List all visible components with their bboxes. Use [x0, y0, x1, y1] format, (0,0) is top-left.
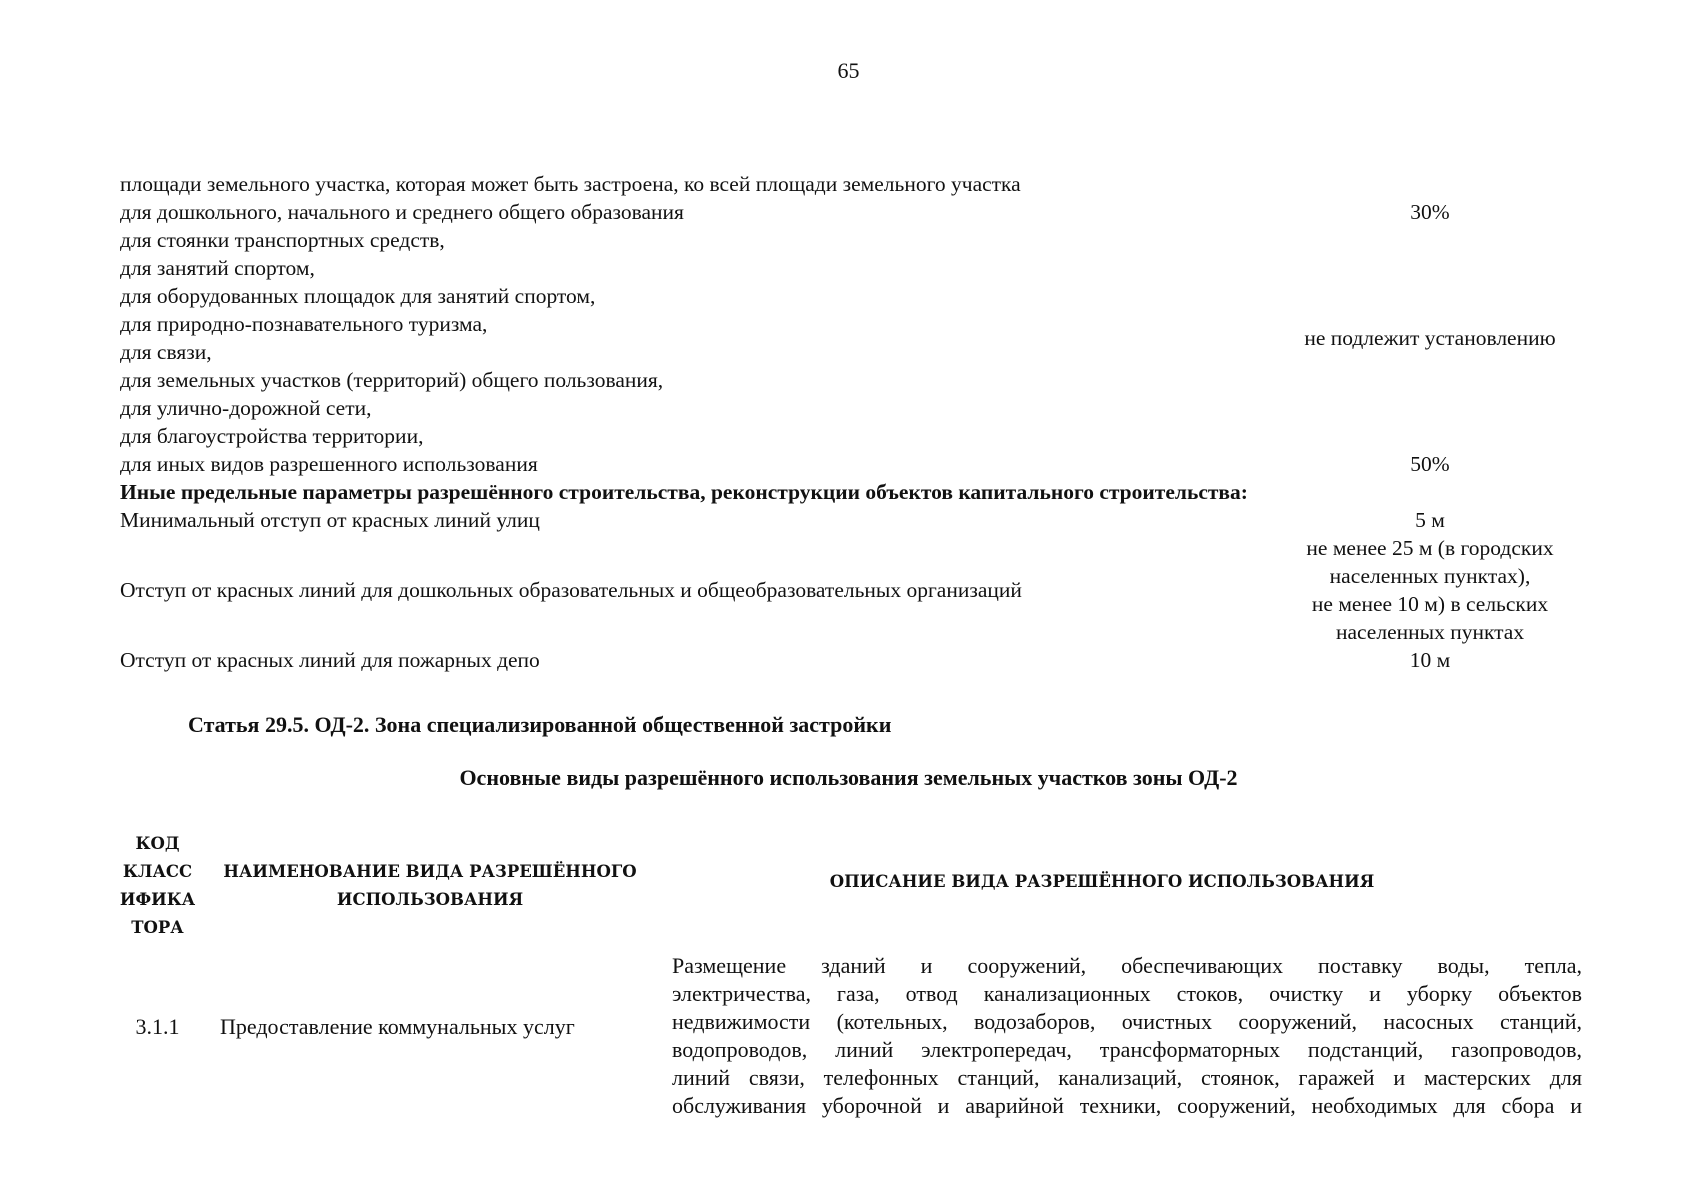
other-coverage-row	[120, 450, 1590, 478]
header-name	[220, 858, 640, 914]
other-coverage-value: 50%	[1410, 452, 1450, 476]
coverage-header-row	[120, 170, 1590, 198]
not-set-coverage-labels	[120, 226, 1270, 450]
fire-setback-label: Отступ от красных линий для пожарных депо	[120, 648, 540, 672]
not-set-coverage-row	[120, 226, 1590, 450]
header-code-line: ИФИКА	[119, 890, 196, 909]
row-name: Предоставление коммунальных услуг	[220, 1014, 575, 1039]
header-description: ОПИСАНИЕ ВИДА РАЗРЕШЁННОГО ИСПОЛЬЗОВАНИЯ	[829, 872, 1375, 891]
other-params-heading: Иные предельные параметры разрешённого строительства, реконструкции объектов капитального строительства:	[120, 480, 1248, 504]
article-title: Статья 29.5. ОД-2. Зона специализированной общественной застройки	[188, 712, 892, 737]
min-setback-value: 5 м	[1415, 508, 1445, 532]
land-use-table-header	[110, 830, 1590, 942]
edu-setback-value-line: не менее 25 м (в городских	[1306, 536, 1554, 560]
row-description	[672, 952, 1582, 1120]
coverage-header: площади земельного участка, которая может быть застроена, ко всей площади земельного участка	[120, 172, 1021, 196]
row-description-line: недвижимости (котельных, водозаборов, очистных сооружений, насосных станций,	[672, 1009, 1582, 1034]
education-coverage-value: 30%	[1410, 200, 1450, 224]
other-coverage-label: для иных видов разрешенного использования	[120, 452, 538, 476]
table-row	[110, 952, 1590, 1132]
not-set-coverage-value: не подлежит установлению	[1304, 326, 1556, 350]
not-set-coverage-item: для связи,	[120, 340, 212, 364]
not-set-coverage-item: для благоустройства территории,	[120, 424, 424, 448]
header-code-line: КЛАСС	[122, 862, 193, 881]
row-code: 3.1.1	[135, 1014, 180, 1039]
not-set-coverage-item: для земельных участков (территорий) общего пользования,	[120, 368, 664, 392]
education-coverage-label: для дошкольного, начального и среднего общего образования	[120, 200, 684, 224]
not-set-coverage-item: для занятий спортом,	[120, 256, 315, 280]
header-name-line: НАИМЕНОВАНИЕ ВИДА РАЗРЕШЁННОГО	[223, 862, 637, 881]
edu-setback-value	[1270, 534, 1590, 646]
edu-setback-value-line: не менее 10 м) в сельских	[1311, 592, 1549, 616]
header-code-line: КОД	[135, 834, 180, 853]
min-setback-label: Минимальный отступ от красных линий улиц	[120, 508, 540, 532]
row-description-line: электричества, газа, отвод канализационных стоков, очистку и уборку объектов	[672, 981, 1582, 1006]
fire-setback-row	[120, 646, 1590, 674]
header-code	[110, 830, 205, 942]
fire-setback-value: 10 м	[1409, 648, 1451, 672]
page-number: 65	[837, 58, 860, 83]
not-set-coverage-item: для природно-познавательного туризма,	[120, 312, 488, 336]
zone-parameters-table	[120, 170, 1590, 674]
other-params-heading-row	[120, 478, 1590, 506]
education-coverage-row	[120, 198, 1590, 226]
row-description-line: обслуживания уборочной и аварийной техники, сооружений, необходимых для сбора и	[672, 1093, 1582, 1118]
row-description-line: линий связи, телефонных станций, канализаций, стоянок, гаражей и мастерских для	[672, 1065, 1582, 1090]
min-setback-row	[120, 506, 1590, 534]
row-description-line: водопроводов, линий электропередач, трансформаторных подстанций, газопроводов,	[672, 1037, 1582, 1062]
not-set-coverage-item: для стоянки транспортных средств,	[120, 228, 445, 252]
edu-setback-value-line: населенных пунктах	[1335, 620, 1525, 644]
row-description-line: Размещение зданий и сооружений, обеспечивающих поставку воды, тепла,	[672, 953, 1582, 978]
not-set-coverage-item: для улично-дорожной сети,	[120, 396, 372, 420]
header-name-line: ИСПОЛЬЗОВАНИЯ	[336, 890, 524, 909]
edu-setback-label: Отступ от красных линий для дошкольных образовательных и общеобразовательных организаций	[120, 578, 1022, 602]
not-set-coverage-item: для оборудованных площадок для занятий спортом,	[120, 284, 596, 308]
edu-setback-value-line: населенных пунктах),	[1329, 564, 1531, 588]
table-title: Основные виды разрешённого использования земельных участков зоны ОД-2	[459, 765, 1238, 790]
edu-setback-row	[120, 534, 1590, 646]
header-code-line: ТОРА	[131, 918, 184, 937]
